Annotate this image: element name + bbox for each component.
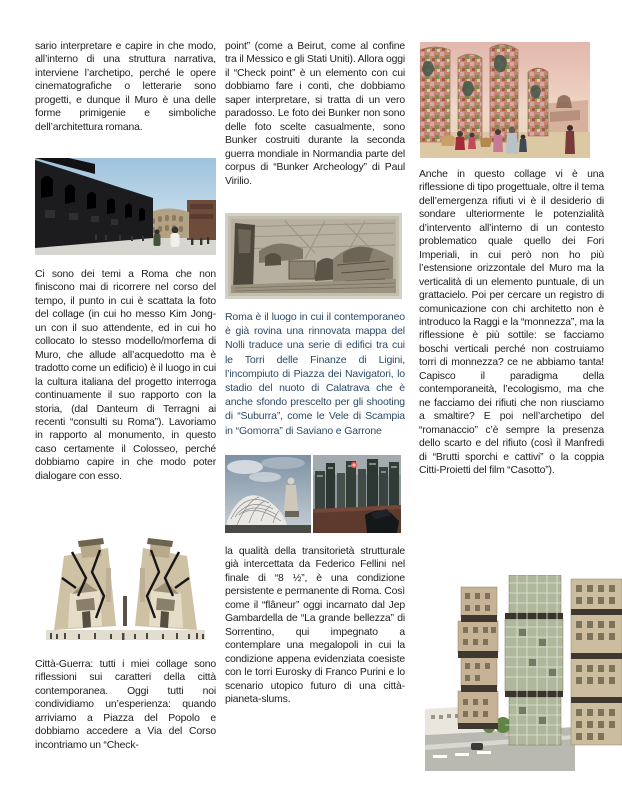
col2-caption: Roma è il luogo in cui il contemporaneo è già rovina una rinnovata mappa del Nolli traduce una serie di edifici tra cui le Torri delle Finanze di Ligini, l’incompiuto di Piazza dei Navigatori, lo stadio del nuoto di Calatrava che è anche sfondo prescelto per gli shooting di “Suburra”, come le Vele di Scampia in “Gomorra” di Saviano e Garrone — [225, 311, 405, 437]
col1-paragraph-3: Città-Guerra: tutti i miei collage sono riflessioni sui caratteri della città contemporanea. Oggi tutti noi condividiamo un’esperienza: quando arriviamo a Piazza del Popolo e dobbiamo accedere a Via del Corso incontriamo un “Check- — [35, 659, 216, 751]
col1-paragraph-2: Ci sono dei temi a Roma che non finiscono mai di ricorrere nel corso del tempo, il punto in cui è scattata la foto del collage (in cui ho messo Kim Jong-un con il suo attendente, ed in cui ho collocato lo stesso modello/morfema di Muro, che allude all’acquedotto ma è tradotto come un edificio) è il luogo in cui la cultura italiana del progetto interroga continuamente il suo rapporto con la storia, (dal Danteum di Terragni ai recenti “consulti su Roma”). Lavoriamo in rapporto al monumento, in questo caso certamente il Colosseo, perché dobbiamo capire in che modo poter dialogare con esso. — [35, 269, 216, 482]
citta-guerra-image — [42, 538, 209, 645]
col2-paragraph-2: la qualità della transitorietà strutturale già intercettata da Federico Fellini nel finale di “8 ½”, è una condizione persistente e permanente di Roma. Così come il “flâneur” oggi incarnato dal Jep Gambardella de “La grande bellezza” di Sorrentino, qui impegnato a contemplare una megalopoli in cui la condizione appena evidenziata coesiste con le torri Eurosky di Franco Purini e lo scenario utopico futuro di una città-pianeta-slums. — [225, 546, 405, 705]
calatrava-image — [225, 455, 311, 533]
col2-paragraph-1: point” (come a Beirut, come al confine tra il Messico e gli Stati Uniti). Allora oggi il “Check point” è un elemento con cui dobbiamo fare i conti, che dobbiamo saper interpretare, si tratta di un vero paradosso. Le foto dei Bunker non sono delle foto scelte casualmente, sono Bunker costruiti durante la seconda guerra mondiale in Normandia parte del corpus di “Bunker Archeology” di Paul Virilio. — [225, 41, 405, 187]
col1-paragraph-1: sario interpretare e capire in che modo, all’interno di una struttura narrativa, interviene l’archetipo, perché le opere cinematografiche o letterarie sono progetti, e dunque il Muro è una delle forme primigenie e simboliche dell’architettura romana. — [35, 41, 216, 133]
col3-paragraph-1: Anche in questo collage vi è una riflessione di tipo progettuale, oltre il tema dell’emergenza rifiuti vi è il desiderio di sondare ulteriormente le potenzialità d’intervento all’interno di un contesto problematico quale quello dei Fori Imperiali, in cui però non ho più l’estensione orizzontale del Muro ma la verticalità di un elemento puntuale, di un grattacielo. Poi per cercare un registro di comunicazione con chi architetto non è introduco la Raggi e la “monnezza”, ma la riflessione è più sottile: se facciamo boschi verticali perché non costruiamo torri di monnezza? ce ne abbiamo tanta! Capisco il paradigma della contemporaneità, l’ecologismo, ma che ne facciamo dei rifiuti che non riusciamo a smaltire? E poi nell’archetipo del “romanaccio” c’è sempre la presenza dello scarto e del rifiuto (così il Manfredi di “Brutti sporchi e cattivi” o la coppia Citti-Proietti del film “Casotto”). — [419, 169, 604, 476]
etching-image — [225, 213, 402, 299]
cityscape-image — [313, 455, 401, 533]
totem-towers-image — [420, 42, 590, 158]
muro-colosseo-image — [35, 158, 216, 255]
eurosky-towers-image — [425, 575, 622, 775]
